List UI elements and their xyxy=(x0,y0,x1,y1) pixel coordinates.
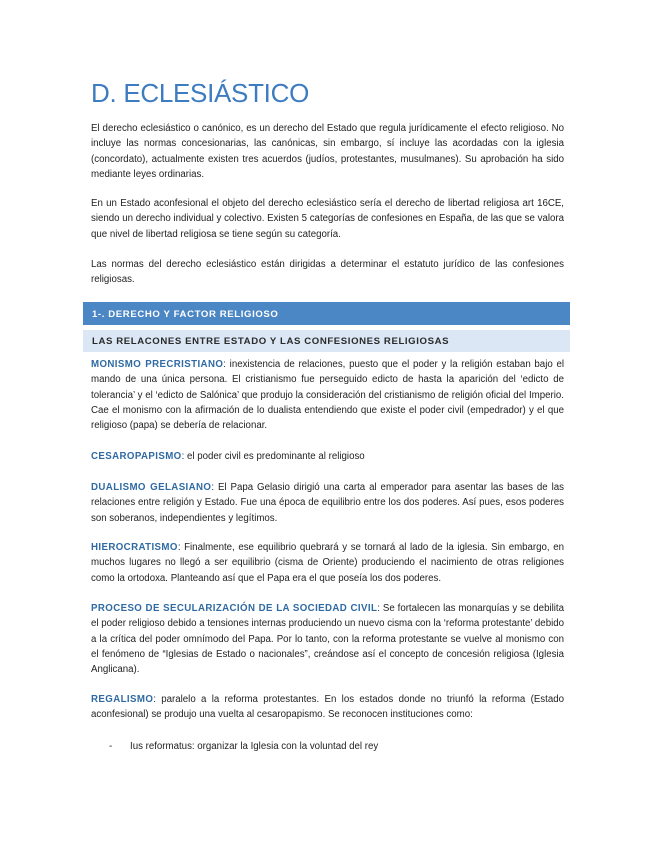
definition-paragraph xyxy=(91,540,564,586)
definition-term: REGALISMO xyxy=(91,694,154,705)
definition-text: : paralelo a la reforma protestantes. En los estados donde no triunfó la reforma (Estado aconfesional) se produjo una vuelta al cesaropapismo. Se reconocen instituciones como: xyxy=(91,694,564,721)
definition-text: : Finalmente, ese equilibrio quebrará y se tornará al lado de la iglesia. Sin embargo, en muchos lugares no llegó a ser equilibrio (cisma de Oriente) produciendo el nacimiento de otras religiones como la ortodoxa. Planteando así que el Papa era el que poseía los dos poderes. xyxy=(91,542,564,584)
definition-paragraph xyxy=(91,692,564,723)
bullet-item: Ius reformatus: organizar la Iglesia con la voluntad del rey xyxy=(130,741,379,752)
definition-text: : El Papa Gelasio dirigió una carta al emperador para asentar las bases de las relaciones entre religión y Estado. Fue una época de equilibrio entre los dos poderes. Así pues, esos poderes son soberanos, independientes y legítimos. xyxy=(91,482,564,524)
definition-term: HIEROCRATISMO xyxy=(91,542,178,553)
definition-term: MONISMO PRECRISTIANO xyxy=(91,359,224,370)
definition-text: : Se fortalecen las monarquías y se debilita el poder religioso debido a tensiones internas produciendo un nuevo cisma con la ‘reforma protestante’ debido a la crítica del poder omnímodo del Papa. Por lo tanto, con la reforma protestante se vuelve al monismo con el fenómeno de “Iglesias de Estado o nacionales”, creándose así el concepto de concesión religiosa (Iglesia Anglicana). xyxy=(91,603,565,676)
definition-term: DUALISMO GELASIANO xyxy=(91,482,212,493)
definition-paragraph xyxy=(91,357,564,433)
bullet-marker: - xyxy=(109,741,113,752)
definition-text: : el poder civil es predominante al religioso xyxy=(181,451,365,462)
definition-paragraph xyxy=(91,480,564,526)
definition-paragraph xyxy=(91,601,564,677)
intro-paragraph-3: Las normas del derecho eclesiástico están dirigidas a determinar el estatuto jurídico de las confesiones religiosas. xyxy=(91,259,564,286)
intro-paragraph-1: El derecho eclesiástico o canónico, es un derecho del Estado que regula jurídicamente el efecto religioso. No incluye las normas concesionarias, las canónicas, sin embargo, sí incluye las acordadas con la iglesia (concordato), actualmente existen tres acuerdos (judíos, protestantes, musulmanes). Su aprobación ha sido mediante leyes ordinarias. xyxy=(91,123,564,180)
intro-paragraph-2: En un Estado aconfesional el objeto del derecho eclesiástico sería el derecho de libertad religiosa art 16CE, siendo un derecho individual y colectivo. Existen 5 categorías de confesiones en España, de las que se valora que nivel de libertad religiosa se tiene según su categoría. xyxy=(91,198,564,240)
subsection-heading: LAS RELACONES ENTRE ESTADO Y LAS CONFESIONES RELIGIOSAS xyxy=(83,330,570,352)
page-title: D. ECLESIÁSTICO xyxy=(91,78,309,108)
definition-term: CESAROPAPISMO xyxy=(91,451,182,462)
definition-text: : inexistencia de relaciones, puesto que el poder y la religión estaban bajo el mando de una única persona. El cristianismo fue perseguido edicto de hasta la aparición del ‘edicto de tolerancia’ y el ‘edicto de Salónica’ que produjo la consideración del cristianismo de religión oficial del Imperio. Cae el monismo con la afirmación de lo dualista entendiendo que existe el poder civil (empedrador) y el que religioso (papa) se debería de relacionar. xyxy=(91,359,564,432)
definition-paragraph xyxy=(91,449,564,464)
definition-term: PROCESO DE SECULARIZACIÓN DE LA SOCIEDAD CIVIL xyxy=(91,603,378,614)
section-heading: 1-. DERECHO Y FACTOR RELIGIOSO xyxy=(83,302,570,325)
